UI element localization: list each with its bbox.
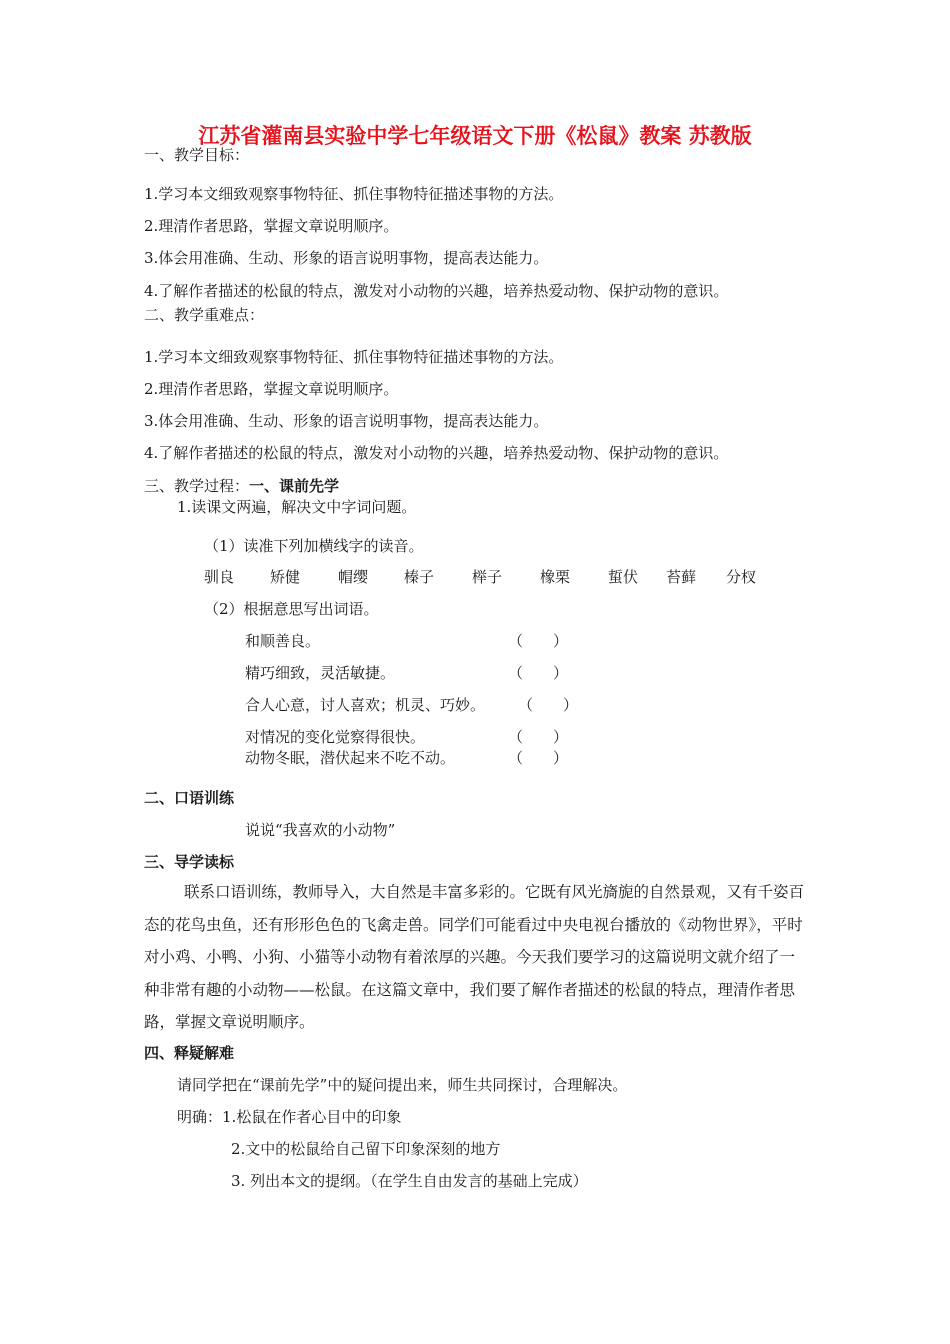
oral-prompt: 说说“我喜欢的小动物” xyxy=(245,821,396,839)
clarify-row xyxy=(177,1107,401,1127)
key-point-item: 4.了解作者描述的松鼠的特点，激发对小动物的兴趣，培养热爱动物、保护动物的意识。 xyxy=(144,444,729,462)
answer-blank: （ ） xyxy=(508,664,569,682)
word-item: 橡栗 xyxy=(540,568,571,586)
step-item: 1.读课文两遍，解决文中字词问题。 xyxy=(177,498,417,516)
definition-text: 合人心意，讨人喜欢；机灵、巧妙。 xyxy=(245,696,486,714)
page-title: 江苏省灌南县实验中学七年级语文下册《松鼠》教案 苏教版 xyxy=(198,124,752,148)
clarify-item: 3. 列出本文的提纲。（在学生自由发言的基础上完成） xyxy=(231,1172,588,1190)
section-heading-oral: 二、口语训练 xyxy=(144,789,235,807)
answer-blank: （ ） xyxy=(508,632,569,650)
definition-text: 动物冬眠，潜伏起来不吃不动。 xyxy=(245,749,456,767)
process-heading-prefix: 三、教学过程： xyxy=(144,477,250,495)
objective-item: 4.了解作者描述的松鼠的特点，激发对小动物的兴趣，培养热爱动物、保护动物的意识。 xyxy=(144,282,729,300)
doubt-text: 请同学把在“课前先学”中的疑问提出来，师生共同探讨，合理解决。 xyxy=(177,1076,628,1094)
answer-blank: （ ） xyxy=(508,749,569,767)
guide-paragraph: 联系口语训练，教师导入，大自然是丰富多彩的。它既有风光旖旎的自然景观，又有千姿百态的花鸟虫鱼，还有形形色色的飞禽走兽。同学们可能看过中央电视台播放的《动物世界》，平时对小鸡、小鸭、小狗、小猫等小动物有着浓厚的兴趣。今天我们要学习的这篇说明文就介绍了一种非常有趣的小动物——松鼠。在这篇文章中，我们要了解作者描述的松鼠的特点，理清作者思路，掌握文章说明顺序。 xyxy=(144,883,805,1031)
section-heading-process xyxy=(144,476,339,496)
clarify-item: 1.松鼠在作者心目中的印象 xyxy=(222,1108,402,1126)
word-item: 驯良 xyxy=(204,568,235,586)
objective-item: 2.理清作者思路，掌握文章说明顺序。 xyxy=(144,217,399,235)
word-item: 榛子 xyxy=(404,568,435,586)
section-heading-key-points: 二、教学重难点： xyxy=(144,306,265,324)
word-item: 矫健 xyxy=(270,568,301,586)
word-item: 帽缨 xyxy=(338,568,369,586)
section-heading-objectives: 一、教学目标： xyxy=(144,146,250,164)
objective-item: 3.体会用准确、生动、形象的语言说明事物，提高表达能力。 xyxy=(144,249,549,267)
word-item: 榉子 xyxy=(472,568,503,586)
word-item: 分杈 xyxy=(726,568,757,586)
section-heading-guide: 三、导学读标 xyxy=(144,853,235,871)
answer-blank: （ ） xyxy=(518,696,579,714)
answer-blank: （ ） xyxy=(508,728,569,746)
question-item: （1）读准下列加横线字的读音。 xyxy=(204,537,424,555)
section-heading-doubt: 四、释疑解难 xyxy=(144,1044,235,1062)
definition-text: 对情况的变化觉察得很快。 xyxy=(245,728,426,746)
key-point-item: 2.理清作者思路，掌握文章说明顺序。 xyxy=(144,380,399,398)
definition-text: 和顺善良。 xyxy=(245,632,321,650)
definition-text: 精巧细致，灵活敏捷。 xyxy=(245,664,396,682)
objective-item: 1.学习本文细致观察事物特征、抓住事物特征描述事物的方法。 xyxy=(144,185,564,203)
word-item: 苔藓 xyxy=(666,568,697,586)
clarify-label: 明确： xyxy=(177,1108,223,1126)
clarify-item: 2.文中的松鼠给自己留下印象深刻的地方 xyxy=(231,1140,501,1158)
key-point-item: 3.体会用准确、生动、形象的语言说明事物，提高表达能力。 xyxy=(144,412,549,430)
question-item: （2）根据意思写出词语。 xyxy=(204,600,379,618)
word-item: 蜇伏 xyxy=(608,568,639,586)
key-point-item: 1.学习本文细致观察事物特征、抓住事物特征描述事物的方法。 xyxy=(144,348,564,366)
process-heading-bold: 一、课前先学 xyxy=(249,477,340,495)
